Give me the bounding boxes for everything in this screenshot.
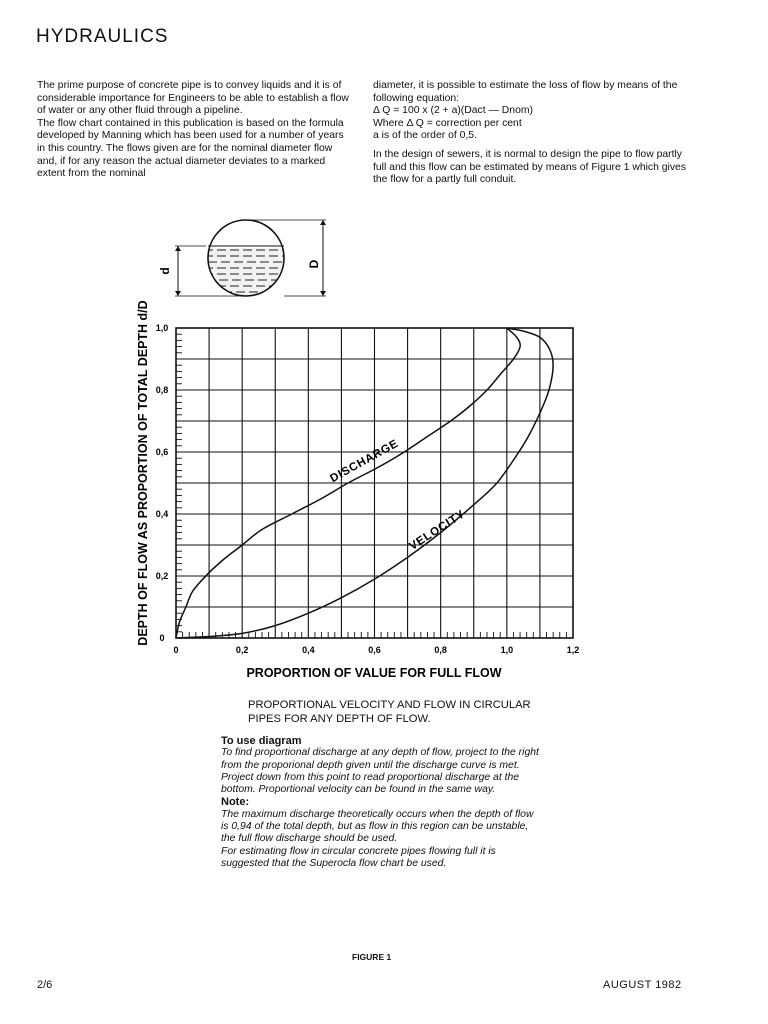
intro-paragraph: The flow chart contained in this publication is based on the formula developed by Manning which has been used for a number of years in this country. The flows given are for the nominal diameter flow and, if for any reason the actual diameter deviates to a marked extent from the nominal	[37, 117, 344, 180]
x-tick-label: 0,8	[434, 645, 447, 655]
publication-date: AUGUST 1982	[603, 979, 682, 991]
x-tick-label: 1,0	[500, 645, 514, 655]
usage-instructions	[221, 735, 541, 870]
instructions-heading: To use diagram	[221, 735, 302, 747]
intro-paragraph: The prime purpose of concrete pipe is to convey liquids and it is of considerable importance for Engineers to be able to establish a flow of water or any other fluid through a pipeline.	[37, 80, 349, 117]
x-tick-label: 1,2	[566, 645, 580, 655]
instructions-body: To find proportional discharge at any depth of flow, project to the right from the proporional depth given until the discharge curve is met. Project down from this point to read proportional discharge at the bottom. Proportional velocity can be found in the same way.	[221, 747, 539, 796]
y-tick-label: 0	[159, 633, 165, 643]
depth-label: d	[158, 267, 172, 275]
x-axis-label: PROPORTION OF VALUE FOR FULL FLOW	[246, 666, 502, 680]
y-axis-label: DEPTH OF FLOW AS PROPORTION OF TOTAL DEPTH d/D	[136, 300, 150, 646]
chart-minor-ticks	[176, 334, 566, 638]
y-tick-label: 0,2	[155, 571, 169, 581]
page-title: HYDRAULICS	[36, 26, 169, 47]
velocity-curve-label: VELOCITY	[407, 508, 468, 553]
y-tick-labels	[156, 323, 169, 643]
y-tick-label: 0,8	[155, 385, 169, 395]
page-number: 2/6	[37, 979, 53, 991]
x-tick-label: 0	[173, 645, 179, 655]
x-tick-labels	[173, 645, 579, 655]
x-tick-label: 0,4	[302, 645, 315, 655]
note-heading: Note:	[221, 796, 250, 809]
figure-label: FIGURE 1	[352, 952, 392, 962]
flow-chart	[136, 300, 579, 680]
y-tick-label: 1,0	[155, 323, 169, 333]
pipe-diagram	[158, 220, 326, 308]
equation-where: Where Δ Q = correction per cent	[373, 117, 522, 129]
pipe-water	[200, 248, 300, 308]
x-tick-label: 0,6	[368, 645, 381, 655]
y-tick-label: 0,6	[155, 447, 169, 457]
chart-grid	[176, 328, 573, 638]
note-body-2: For estimating flow in circular concrete pipes flowing full it is suggested that the Superocla flow chart be used.	[221, 845, 496, 869]
chart-caption: PROPORTIONAL VELOCITY AND FLOW IN CIRCULAR PIPES FOR ANY DEPTH OF FLOW.	[248, 699, 531, 725]
equation: Δ Q = 100 x (2 + a)(Dact — Dnom)	[373, 105, 533, 117]
equation-a: a is of the order of 0,5.	[373, 130, 477, 142]
note-body: The maximum discharge theoretically occurs when the depth of flow is 0,94 of the total depth, but as flow in this region can be unstable, the full flow discharge should be used.	[221, 808, 534, 845]
discharge-curve-label: DISCHARGE	[328, 437, 401, 486]
x-tick-label: 0,2	[235, 645, 249, 655]
y-tick-label: 0,4	[155, 509, 169, 519]
intro-paragraph: diameter, it is possible to estimate the loss of flow by means of the following equation:	[373, 80, 678, 104]
intro-paragraph: In the design of sewers, it is normal to design the pipe to flow partly full and this flow can be estimated by means of Figure 1 which gives the flow for a partly full conduit.	[373, 148, 687, 186]
diameter-label: D	[307, 259, 321, 269]
